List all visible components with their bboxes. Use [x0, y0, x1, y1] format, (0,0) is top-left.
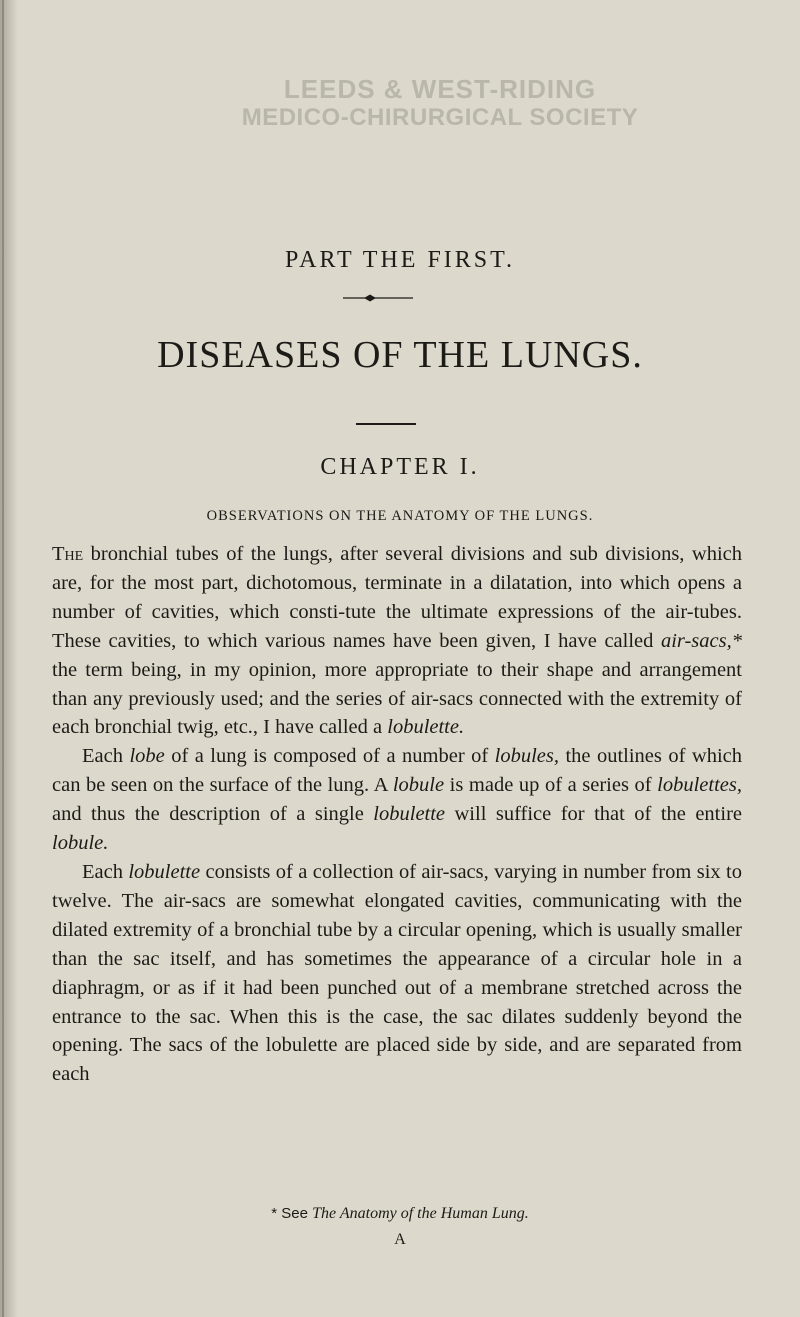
binding-edge [2, 0, 4, 1317]
library-stamp-line2: MEDICO-CHIRURGICAL SOCIETY [241, 104, 639, 131]
page-title: DISEASES OF THE LUNGS. [157, 334, 643, 376]
text-run: the outlines of which can be seen on the surface of the lung. A [52, 745, 742, 797]
title-rule [356, 423, 416, 425]
library-stamp-line1: LEEDS & WEST-RIDING [283, 74, 597, 104]
text-run: will suffice for that of the entire [445, 803, 742, 826]
paragraph-lead-word: The [52, 543, 84, 565]
part-heading: PART THE FIRST. [284, 247, 516, 273]
chapter-heading: CHAPTER I. [320, 454, 480, 480]
italic-term: lobulette [128, 860, 201, 883]
chapter-subtitle: OBSERVATIONS ON THE ANATOMY OF THE LUNGS. [206, 508, 594, 524]
body-paragraph [52, 540, 742, 742]
text-run: Each [82, 860, 129, 883]
text-run: is made up of a series of [444, 774, 658, 797]
italic-term: air-sacs,* [660, 629, 742, 652]
text-run: Each [82, 745, 130, 768]
italic-term: lobulettes, [657, 774, 742, 797]
italic-term: lobe [129, 745, 165, 768]
footnote-prefix: * See [271, 1205, 313, 1222]
ornament-divider [343, 293, 413, 303]
italic-term: lobules, [494, 745, 559, 768]
italic-term: lobule. [52, 832, 109, 855]
italic-term: lobulette. [387, 716, 465, 739]
body-paragraph [52, 858, 742, 1089]
body-text [52, 540, 742, 1089]
body-paragraph [52, 742, 742, 858]
footnote [0, 1205, 800, 1223]
text-run: bronchial tubes of the lungs, after several divisions and sub divisions, which are, for the most part, dichotomous, terminate in a dilatation, into which opens a number of cavities, which consti-tute the ultimate expressions of the air-tubes. These cavities, to which various names have been given, I have called [52, 543, 742, 652]
text-run: of a lung is composed of a number of [164, 745, 495, 768]
footnote-title: The Anatomy of the Human Lung. [312, 1205, 529, 1222]
text-run: consists of a collection of air-sacs, varying in number from six to twelve. The air-sacs are somewhat elongated cavities, communicating with the dilated extremity of a bronchial tube by a circular opening, which is usually smaller than the sac itself, and has sometimes the appearance of a circular hole in a diaphragm, or as if it had been punched out of a membrane stretched across the entrance to the sac. When this is the case, the sac dilates suddenly beyond the opening. The sacs of the lobulette are placed side by side, and are separated from each [52, 860, 742, 1086]
italic-term: lobule [392, 774, 445, 797]
signature-mark: A [394, 1231, 406, 1248]
italic-term: lobulette [373, 803, 446, 826]
text-run: and thus the description of a single [52, 803, 374, 826]
text-run: the term being, in my opinion, more appropriate to their shape and arrangement than any previously used; and the series of air-sacs connected with the extremity of each bronchial twig, etc., I have called a [52, 658, 742, 739]
